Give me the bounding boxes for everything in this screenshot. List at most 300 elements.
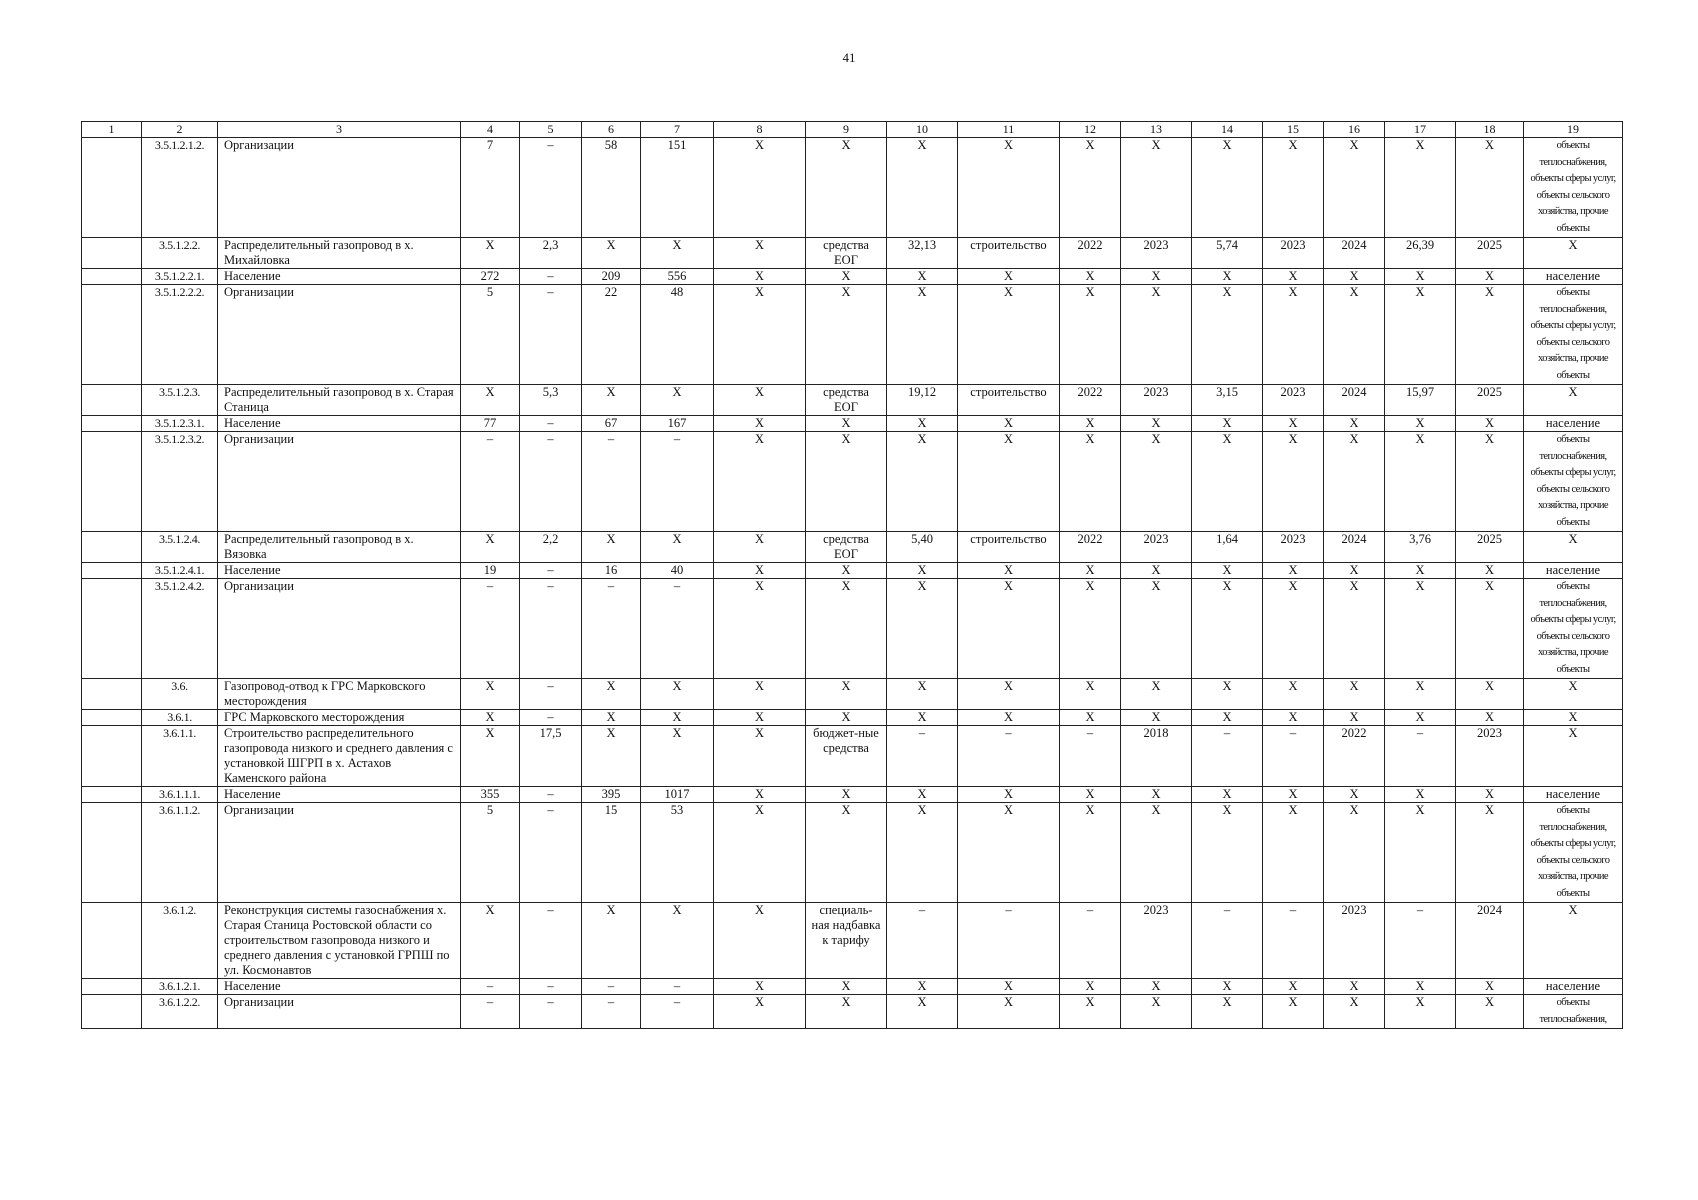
value-cell-17: Х (1385, 269, 1456, 285)
value-cell-14: Х (1192, 416, 1263, 432)
value-cell-5: – (520, 710, 582, 726)
name-cell: Распределительный газопровод в х. Михайловка (218, 238, 461, 269)
code-cell: 3.5.1.2.3.1. (142, 416, 218, 432)
table-row (82, 385, 1623, 416)
year-cell-12: Х (1060, 710, 1121, 726)
code-cell: 3.6.1.2. (142, 903, 218, 979)
value-cell-8: Х (714, 532, 806, 563)
source-cell: Х (806, 285, 887, 385)
column-number-6: 6 (582, 122, 641, 138)
category-cell: население (1524, 787, 1623, 803)
value-cell-14: 5,74 (1192, 238, 1263, 269)
code-cell: 3.5.1.2.2. (142, 238, 218, 269)
year-cell-12: Х (1060, 416, 1121, 432)
year-cell-13: 2023 (1121, 903, 1192, 979)
source-cell: Х (806, 416, 887, 432)
value-cell-6: 67 (582, 416, 641, 432)
source-cell: Х (806, 803, 887, 903)
year-cell-16: Х (1324, 138, 1385, 238)
value-cell-14: Х (1192, 995, 1263, 1029)
year-cell-13: 2018 (1121, 726, 1192, 787)
value-cell-5: 2,3 (520, 238, 582, 269)
value-cell-14: Х (1192, 979, 1263, 995)
value-cell-14: Х (1192, 285, 1263, 385)
value-cell-8: Х (714, 803, 806, 903)
column-number-8: 8 (714, 122, 806, 138)
year-cell-15: Х (1263, 803, 1324, 903)
group-cell (82, 432, 142, 532)
source-cell: Х (806, 679, 887, 710)
column-number-18: 18 (1456, 122, 1524, 138)
source-cell: Х (806, 432, 887, 532)
name-cell: Население (218, 416, 461, 432)
category-cell: Х (1524, 679, 1623, 710)
year-cell-12: Х (1060, 679, 1121, 710)
value-cell-10: Х (887, 679, 958, 710)
value-cell-8: Х (714, 787, 806, 803)
code-cell: 3.6.1.1. (142, 726, 218, 787)
value-cell-7: 1017 (641, 787, 714, 803)
year-cell-12: Х (1060, 995, 1121, 1029)
table-row (82, 416, 1623, 432)
name-cell: Организации (218, 432, 461, 532)
name-cell: Население (218, 787, 461, 803)
year-cell-18: Х (1456, 432, 1524, 532)
code-cell: 3.5.1.2.2.1. (142, 269, 218, 285)
code-cell: 3.5.1.2.4. (142, 532, 218, 563)
column-number-5: 5 (520, 122, 582, 138)
value-cell-17: Х (1385, 995, 1456, 1029)
source-cell: специаль-ная надбавка к тарифу (806, 903, 887, 979)
value-cell-17: Х (1385, 787, 1456, 803)
value-cell-17: Х (1385, 679, 1456, 710)
value-cell-7: Х (641, 238, 714, 269)
column-number-7: 7 (641, 122, 714, 138)
year-cell-12: 2022 (1060, 532, 1121, 563)
year-cell-15: Х (1263, 710, 1324, 726)
year-cell-16: 2024 (1324, 532, 1385, 563)
year-cell-12: Х (1060, 563, 1121, 579)
value-cell-10: Х (887, 138, 958, 238)
source-cell: Х (806, 269, 887, 285)
year-cell-12: Х (1060, 803, 1121, 903)
table-row (82, 710, 1623, 726)
group-cell (82, 787, 142, 803)
code-cell: 3.6.1. (142, 710, 218, 726)
year-cell-13: Х (1121, 803, 1192, 903)
year-cell-12: 2022 (1060, 385, 1121, 416)
value-cell-17: Х (1385, 416, 1456, 432)
year-cell-18: Х (1456, 787, 1524, 803)
source-cell: Х (806, 563, 887, 579)
code-cell: 3.5.1.2.2.2. (142, 285, 218, 385)
value-cell-10: Х (887, 979, 958, 995)
value-cell-5: 5,3 (520, 385, 582, 416)
group-cell (82, 563, 142, 579)
value-cell-8: Х (714, 710, 806, 726)
value-cell-8: Х (714, 995, 806, 1029)
value-cell-8: Х (714, 579, 806, 679)
table-row (82, 532, 1623, 563)
table-row (82, 432, 1623, 532)
value-cell-4: Х (461, 532, 520, 563)
work-type-cell: Х (958, 979, 1060, 995)
table-row (82, 285, 1623, 385)
table-row (82, 269, 1623, 285)
work-type-cell: Х (958, 710, 1060, 726)
code-cell: 3.5.1.2.3. (142, 385, 218, 416)
value-cell-5: – (520, 979, 582, 995)
value-cell-6: 22 (582, 285, 641, 385)
column-number-2: 2 (142, 122, 218, 138)
table-row (82, 903, 1623, 979)
value-cell-17: 26,39 (1385, 238, 1456, 269)
value-cell-14: Х (1192, 803, 1263, 903)
work-type-cell: – (958, 726, 1060, 787)
group-cell (82, 979, 142, 995)
value-cell-7: – (641, 432, 714, 532)
year-cell-15: Х (1263, 995, 1324, 1029)
value-cell-5: 2,2 (520, 532, 582, 563)
category-cell: Х (1524, 726, 1623, 787)
year-cell-13: Х (1121, 416, 1192, 432)
category-cell: объекты теплоснабжения, объекты сферы услуг, объекты сельского хозяйства, прочие объекты (1524, 432, 1623, 532)
value-cell-8: Х (714, 385, 806, 416)
value-cell-6: 15 (582, 803, 641, 903)
value-cell-5: – (520, 995, 582, 1029)
page-number: 41 (842, 50, 856, 65)
value-cell-8: Х (714, 138, 806, 238)
category-cell: население (1524, 416, 1623, 432)
category-cell: объекты теплоснабжения, (1524, 995, 1623, 1029)
value-cell-7: 48 (641, 285, 714, 385)
value-cell-10: Х (887, 269, 958, 285)
year-cell-18: 2023 (1456, 726, 1524, 787)
year-cell-13: Х (1121, 579, 1192, 679)
value-cell-4: 5 (461, 285, 520, 385)
code-cell: 3.6.1.2.2. (142, 995, 218, 1029)
category-cell: население (1524, 563, 1623, 579)
value-cell-10: Х (887, 285, 958, 385)
year-cell-15: Х (1263, 979, 1324, 995)
table-row (82, 138, 1623, 238)
table-row (82, 679, 1623, 710)
column-number-3: 3 (218, 122, 461, 138)
year-cell-15: Х (1263, 679, 1324, 710)
value-cell-7: – (641, 579, 714, 679)
year-cell-13: Х (1121, 432, 1192, 532)
group-cell (82, 726, 142, 787)
group-cell (82, 803, 142, 903)
value-cell-10: Х (887, 432, 958, 532)
year-cell-12: Х (1060, 138, 1121, 238)
year-cell-18: 2025 (1456, 385, 1524, 416)
value-cell-4: – (461, 995, 520, 1029)
group-cell (82, 532, 142, 563)
value-cell-7: Х (641, 726, 714, 787)
year-cell-16: 2024 (1324, 238, 1385, 269)
value-cell-7: 167 (641, 416, 714, 432)
value-cell-14: Х (1192, 432, 1263, 532)
value-cell-4: Х (461, 385, 520, 416)
year-cell-13: Х (1121, 269, 1192, 285)
year-cell-12: – (1060, 903, 1121, 979)
value-cell-5: – (520, 787, 582, 803)
value-cell-5: – (520, 269, 582, 285)
value-cell-4: Х (461, 710, 520, 726)
year-cell-16: 2022 (1324, 726, 1385, 787)
value-cell-8: Х (714, 432, 806, 532)
column-number-1: 1 (82, 122, 142, 138)
value-cell-8: Х (714, 726, 806, 787)
value-cell-6: – (582, 579, 641, 679)
work-type-cell: строительство (958, 238, 1060, 269)
source-cell: средства ЕОГ (806, 385, 887, 416)
work-type-cell: строительство (958, 532, 1060, 563)
value-cell-14: Х (1192, 138, 1263, 238)
year-cell-12: Х (1060, 285, 1121, 385)
year-cell-12: – (1060, 726, 1121, 787)
column-number-9: 9 (806, 122, 887, 138)
value-cell-4: 77 (461, 416, 520, 432)
year-cell-16: Х (1324, 563, 1385, 579)
work-type-cell: – (958, 903, 1060, 979)
year-cell-16: Х (1324, 995, 1385, 1029)
year-cell-15: Х (1263, 285, 1324, 385)
value-cell-4: Х (461, 679, 520, 710)
column-number-12: 12 (1060, 122, 1121, 138)
year-cell-15: Х (1263, 416, 1324, 432)
name-cell: Население (218, 979, 461, 995)
value-cell-7: 40 (641, 563, 714, 579)
value-cell-14: Х (1192, 579, 1263, 679)
year-cell-13: Х (1121, 787, 1192, 803)
table-row (82, 579, 1623, 679)
value-cell-8: Х (714, 979, 806, 995)
year-cell-16: Х (1324, 710, 1385, 726)
value-cell-17: Х (1385, 803, 1456, 903)
value-cell-8: Х (714, 416, 806, 432)
column-number-10: 10 (887, 122, 958, 138)
year-cell-13: Х (1121, 995, 1192, 1029)
value-cell-4: – (461, 579, 520, 679)
year-cell-18: Х (1456, 285, 1524, 385)
name-cell: Распределительный газопровод в х. Вязовка (218, 532, 461, 563)
year-cell-13: 2023 (1121, 532, 1192, 563)
name-cell: Организации (218, 138, 461, 238)
source-cell: Х (806, 138, 887, 238)
group-cell (82, 238, 142, 269)
column-number-11: 11 (958, 122, 1060, 138)
value-cell-10: 32,13 (887, 238, 958, 269)
value-cell-6: Х (582, 238, 641, 269)
work-type-cell: Х (958, 416, 1060, 432)
year-cell-15: Х (1263, 787, 1324, 803)
value-cell-6: Х (582, 532, 641, 563)
value-cell-4: Х (461, 238, 520, 269)
work-type-cell: Х (958, 803, 1060, 903)
group-cell (82, 416, 142, 432)
value-cell-17: Х (1385, 710, 1456, 726)
value-cell-7: – (641, 979, 714, 995)
group-cell (82, 269, 142, 285)
work-type-cell: Х (958, 269, 1060, 285)
value-cell-7: 53 (641, 803, 714, 903)
value-cell-5: – (520, 679, 582, 710)
year-cell-15: Х (1263, 579, 1324, 679)
value-cell-5: – (520, 416, 582, 432)
value-cell-6: Х (582, 679, 641, 710)
year-cell-16: 2024 (1324, 385, 1385, 416)
value-cell-6: – (582, 432, 641, 532)
value-cell-7: 151 (641, 138, 714, 238)
table-row (82, 803, 1623, 903)
group-cell (82, 285, 142, 385)
work-type-cell: строительство (958, 385, 1060, 416)
work-type-cell: Х (958, 679, 1060, 710)
value-cell-6: 58 (582, 138, 641, 238)
year-cell-12: 2022 (1060, 238, 1121, 269)
value-cell-5: – (520, 903, 582, 979)
value-cell-7: Х (641, 385, 714, 416)
work-type-cell: Х (958, 995, 1060, 1029)
year-cell-13: Х (1121, 979, 1192, 995)
value-cell-17: – (1385, 726, 1456, 787)
data-table (81, 121, 1623, 1029)
source-cell: Х (806, 579, 887, 679)
value-cell-10: Х (887, 995, 958, 1029)
value-cell-4: 19 (461, 563, 520, 579)
group-cell (82, 710, 142, 726)
name-cell: Строительство распределительного газопровода низкого и среднего давления с установкой ШГРП в х. Астахов Каменского района (218, 726, 461, 787)
column-number-16: 16 (1324, 122, 1385, 138)
table-row (82, 995, 1623, 1029)
value-cell-4: – (461, 432, 520, 532)
code-cell: 3.5.1.2.3.2. (142, 432, 218, 532)
year-cell-12: Х (1060, 579, 1121, 679)
value-cell-14: – (1192, 903, 1263, 979)
value-cell-4: Х (461, 726, 520, 787)
work-type-cell: Х (958, 285, 1060, 385)
value-cell-14: Х (1192, 679, 1263, 710)
value-cell-7: 556 (641, 269, 714, 285)
value-cell-14: Х (1192, 710, 1263, 726)
column-number-4: 4 (461, 122, 520, 138)
value-cell-5: – (520, 285, 582, 385)
value-cell-17: Х (1385, 432, 1456, 532)
year-cell-18: Х (1456, 679, 1524, 710)
source-cell: Х (806, 710, 887, 726)
year-cell-15: Х (1263, 138, 1324, 238)
category-cell: объекты теплоснабжения, объекты сферы услуг, объекты сельского хозяйства, прочие объекты (1524, 803, 1623, 903)
value-cell-8: Х (714, 563, 806, 579)
value-cell-10: Х (887, 787, 958, 803)
year-cell-18: Х (1456, 579, 1524, 679)
column-number-17: 17 (1385, 122, 1456, 138)
value-cell-17: Х (1385, 979, 1456, 995)
name-cell: Распределительный газопровод в х. Старая Станица (218, 385, 461, 416)
value-cell-7: Х (641, 532, 714, 563)
value-cell-7: Х (641, 679, 714, 710)
value-cell-14: Х (1192, 787, 1263, 803)
year-cell-12: Х (1060, 269, 1121, 285)
column-number-13: 13 (1121, 122, 1192, 138)
year-cell-16: Х (1324, 787, 1385, 803)
category-cell: объекты теплоснабжения, объекты сферы услуг, объекты сельского хозяйства, прочие объекты (1524, 138, 1623, 238)
value-cell-8: Х (714, 903, 806, 979)
year-cell-12: Х (1060, 432, 1121, 532)
value-cell-8: Х (714, 269, 806, 285)
value-cell-8: Х (714, 679, 806, 710)
value-cell-6: Х (582, 385, 641, 416)
code-cell: 3.5.1.2.1.2. (142, 138, 218, 238)
name-cell: Организации (218, 285, 461, 385)
value-cell-6: 395 (582, 787, 641, 803)
code-cell: 3.5.1.2.4.2. (142, 579, 218, 679)
category-cell: население (1524, 269, 1623, 285)
value-cell-10: 19,12 (887, 385, 958, 416)
value-cell-10: Х (887, 803, 958, 903)
value-cell-17: – (1385, 903, 1456, 979)
source-cell: средства ЕОГ (806, 532, 887, 563)
value-cell-5: – (520, 138, 582, 238)
year-cell-18: 2024 (1456, 903, 1524, 979)
source-cell: средства ЕОГ (806, 238, 887, 269)
year-cell-16: Х (1324, 285, 1385, 385)
source-cell: бюджет-ные средства (806, 726, 887, 787)
category-cell: Х (1524, 710, 1623, 726)
year-cell-18: Х (1456, 710, 1524, 726)
value-cell-8: Х (714, 285, 806, 385)
year-cell-15: 2023 (1263, 532, 1324, 563)
year-cell-16: Х (1324, 416, 1385, 432)
value-cell-17: 15,97 (1385, 385, 1456, 416)
group-cell (82, 679, 142, 710)
year-cell-16: Х (1324, 432, 1385, 532)
value-cell-7: – (641, 995, 714, 1029)
value-cell-10: – (887, 726, 958, 787)
work-type-cell: Х (958, 787, 1060, 803)
category-cell: объекты теплоснабжения, объекты сферы услуг, объекты сельского хозяйства, прочие объекты (1524, 285, 1623, 385)
code-cell: 3.6.1.1.2. (142, 803, 218, 903)
value-cell-5: – (520, 803, 582, 903)
name-cell: Реконструкция системы газоснабжения х. Старая Станица Ростовской области со строительством газопровода низкого и среднего давления с установкой ГРПШ по ул. Космонавтов (218, 903, 461, 979)
year-cell-15: Х (1263, 269, 1324, 285)
group-cell (82, 579, 142, 679)
value-cell-10: 5,40 (887, 532, 958, 563)
name-cell: Население (218, 563, 461, 579)
group-cell (82, 385, 142, 416)
source-cell: Х (806, 995, 887, 1029)
year-cell-13: Х (1121, 285, 1192, 385)
value-cell-17: Х (1385, 285, 1456, 385)
table-row (82, 238, 1623, 269)
table-row (82, 787, 1623, 803)
code-cell: 3.5.1.2.4.1. (142, 563, 218, 579)
value-cell-5: 17,5 (520, 726, 582, 787)
source-cell: Х (806, 979, 887, 995)
value-cell-5: – (520, 563, 582, 579)
name-cell: Организации (218, 579, 461, 679)
column-number-19: 19 (1524, 122, 1623, 138)
name-cell: ГРС Марковского месторождения (218, 710, 461, 726)
year-cell-13: 2023 (1121, 238, 1192, 269)
year-cell-13: 2023 (1121, 385, 1192, 416)
category-cell: объекты теплоснабжения, объекты сферы услуг, объекты сельского хозяйства, прочие объекты (1524, 579, 1623, 679)
year-cell-18: Х (1456, 138, 1524, 238)
code-cell: 3.6.1.2.1. (142, 979, 218, 995)
year-cell-12: Х (1060, 979, 1121, 995)
